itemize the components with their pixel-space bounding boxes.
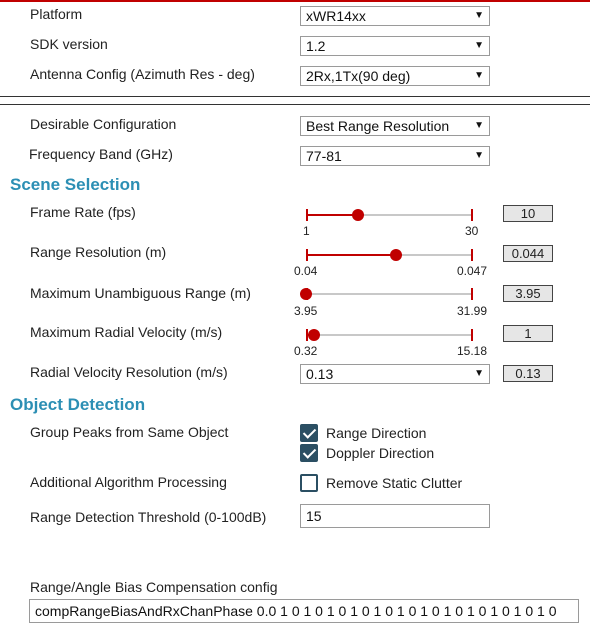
range-direction-checkbox[interactable] — [300, 424, 318, 442]
additional-processing-label: Additional Algorithm Processing — [30, 474, 227, 490]
max-range-max: 31.99 — [457, 304, 488, 318]
max-velocity-max: 15.18 — [457, 344, 488, 358]
divider — [0, 96, 590, 97]
slider-min-tick — [306, 249, 308, 261]
frequency-band-label: Frequency Band (GHz) — [29, 146, 173, 162]
sdk-version-label: SDK version — [30, 36, 108, 52]
range-resolution-label: Range Resolution (m) — [30, 244, 167, 260]
chevron-down-icon: ▼ — [474, 10, 484, 21]
antenna-config-select[interactable] — [300, 66, 490, 86]
slider-thumb[interactable] — [390, 249, 402, 261]
frequency-band-select-value: 77-81 — [306, 148, 342, 164]
antenna-config-select-value: 2Rx,1Tx(90 deg) — [306, 68, 411, 84]
chevron-down-icon: ▼ — [474, 150, 484, 161]
velocity-resolution-value: 0.13 — [503, 365, 553, 382]
range-direction-label: Range Direction — [326, 425, 427, 441]
max-range-slider[interactable] — [306, 288, 473, 300]
divider — [0, 104, 590, 105]
desirable-config-select[interactable] — [300, 116, 490, 136]
slider-thumb[interactable] — [352, 209, 364, 221]
platform-label: Platform — [30, 6, 83, 22]
desirable-config-label: Desirable Configuration — [30, 116, 177, 132]
platform-select-value: xWR14xx — [306, 8, 366, 24]
range-threshold-input[interactable]: 15 — [300, 504, 490, 528]
chevron-down-icon: ▼ — [474, 70, 484, 81]
slider-max-tick — [471, 288, 473, 300]
frame-rate-value: 10 — [503, 205, 553, 222]
frame-rate-slider[interactable] — [306, 209, 473, 221]
sdk-version-select[interactable] — [300, 36, 490, 56]
max-velocity-value: 1 — [503, 325, 553, 342]
slider-thumb[interactable] — [308, 329, 320, 341]
max-range-min: 3.95 — [294, 304, 318, 318]
slider-min-tick — [306, 209, 308, 221]
platform-select[interactable] — [300, 6, 490, 26]
max-velocity-label: Maximum Radial Velocity (m/s) — [30, 324, 223, 340]
frequency-band-select[interactable] — [300, 146, 490, 166]
slider-max-tick — [471, 209, 473, 221]
bias-compensation-label: Range/Angle Bias Compensation config — [30, 579, 278, 595]
remove-static-clutter-checkbox[interactable] — [300, 474, 318, 492]
frame-rate-max: 30 — [465, 224, 479, 238]
bias-compensation-input[interactable]: compRangeBiasAndRxChanPhase 0.0 1 0 1 0 1 0 1 0 1 0 1 0 1 0 1 0 1 0 1 0 1 0 1 0 — [29, 599, 579, 623]
range-resolution-max: 0.047 — [457, 264, 488, 278]
chevron-down-icon: ▼ — [474, 368, 484, 379]
velocity-resolution-select[interactable] — [300, 364, 490, 384]
sdk-version-select-value: 1.2 — [306, 38, 326, 54]
scene-selection-heading: Scene Selection — [10, 175, 141, 194]
doppler-direction-checkbox[interactable] — [300, 444, 318, 462]
max-range-label: Maximum Unambiguous Range (m) — [30, 285, 251, 301]
slider-max-tick — [471, 249, 473, 261]
slider-track — [306, 293, 473, 295]
range-resolution-min: 0.04 — [294, 264, 318, 278]
chevron-down-icon: ▼ — [474, 40, 484, 51]
max-velocity-min: 0.32 — [294, 344, 318, 358]
max-range-value: 3.95 — [503, 285, 553, 302]
chevron-down-icon: ▼ — [474, 120, 484, 131]
top-accent-line — [0, 0, 590, 2]
range-resolution-value: 0.044 — [503, 245, 553, 262]
slider-fill — [306, 214, 358, 216]
desirable-config-select-value: Best Range Resolution — [306, 118, 450, 134]
velocity-resolution-select-value: 0.13 — [306, 366, 334, 382]
frame-rate-min: 1 — [303, 224, 310, 238]
frame-rate-label: Frame Rate (fps) — [30, 204, 136, 220]
max-velocity-slider[interactable] — [306, 329, 473, 341]
antenna-config-label: Antenna Config (Azimuth Res - deg) — [30, 66, 255, 82]
slider-max-tick — [471, 329, 473, 341]
slider-thumb[interactable] — [300, 288, 312, 300]
range-threshold-label: Range Detection Threshold (0-100dB) — [30, 509, 267, 525]
velocity-resolution-label: Radial Velocity Resolution (m/s) — [30, 364, 228, 380]
slider-fill — [306, 254, 396, 256]
object-detection-heading: Object Detection — [10, 395, 146, 414]
remove-static-clutter-label: Remove Static Clutter — [326, 475, 463, 491]
range-resolution-slider[interactable] — [306, 249, 473, 261]
group-peaks-label: Group Peaks from Same Object — [30, 424, 229, 440]
doppler-direction-label: Doppler Direction — [326, 445, 435, 461]
slider-track — [306, 334, 473, 336]
